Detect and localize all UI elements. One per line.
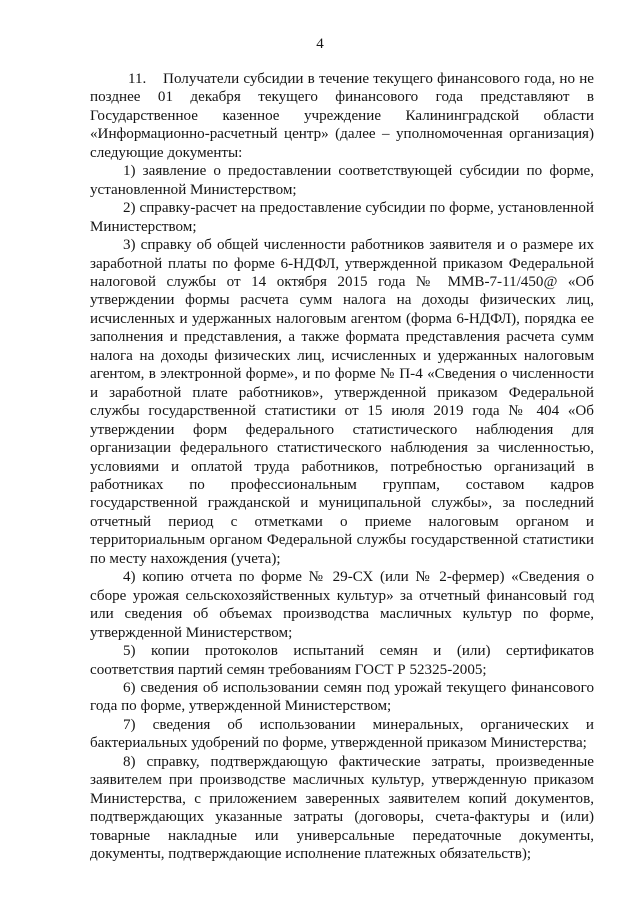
list-item-6: 6) сведения об использовании семян под урожай текущего финансового года по форме, утвержденной Министерством; [90,679,594,715]
list-item-5: 5) копии протоколов испытаний семян и (или) сертификатов соответствия партий семян требованиям ГОСТ Р 52325-2005; [90,643,594,678]
paragraph-item-11: 11. Получатели субсидии в течение текущего финансового года, но не позднее 01 декабря текущего финансового года представляют в Государственное казенное учреждение Калининградской области «Информационно-расчетный центр» (далее – уполномоченная организация) следующие документы: [90,71,594,161]
page-number: 4 [316,36,324,52]
document-body [90,70,594,863]
list-item-8: 8) справку, подтверждающую фактические затраты, произведенные заявителем при производстве масличных культур, утвержденную приказом Министерства, с приложением заверенных заявителем копий документов, подтверждающих указанные затраты (договоры, счета-фактуры и (или) товарные накладные или универсальные передаточные документы, документы, подтверждающие исполнение платежных обязательств); [90,753,594,863]
list-item-7: 7) сведения об использовании минеральных, органических и бактериальных удобрений по форме, утвержденной приказом Министерства; [90,716,594,752]
list-item-3: 3) справку об общей численности работников заявителя и о размере их заработной платы по форме 6-НДФЛ, утвержденной приказом Федеральной налоговой службы от 14 октября 2015 года № ММВ-7-11/450@ «Об утверждении формы расчета сумм налога на доходы физических лиц, исчисленных и удержанных налоговым агентом (форма 6-НДФЛ), порядка ее заполнения и представления, а также формата представления расчета сумм налога на доходы физических лиц, исчисленных и удержанных налоговым агентом, в электронной форме», и по форме № П-4 «Сведения о численности и заработной плате работников», утвержденной приказом Федеральной службы государственной статистики от 15 июля 2019 года № 404 «Об утверждении форм федерального статистического наблюдения для организации федерального статистического наблюдения за численностью, условиями и оплатой труда работников, потребностью организаций в работниках по профессиональным группам, составом кадров государственной гражданской и муниципальной службы», за последний отчетный период с отметками о приеме налоговым органом и территориальным органом Федеральной службы государственной статистики по месту нахождения (учета); [90,237,594,567]
list-item-2: 2) справку-расчет на предоставление субсидии по форме, установленной Министерством; [90,200,594,235]
list-item-4: 4) копию отчета по форме № 29-СХ (или № 2-фермер) «Сведения о сборе урожая сельскохозяйственных культур» за отчетный финансовый год или сведения об объемах производства масличных культур по форме, утвержденной Министерством; [90,569,594,641]
list-item-1: 1) заявление о предоставлении соответствующей субсидии по форме, установленной Министерством; [90,163,594,198]
